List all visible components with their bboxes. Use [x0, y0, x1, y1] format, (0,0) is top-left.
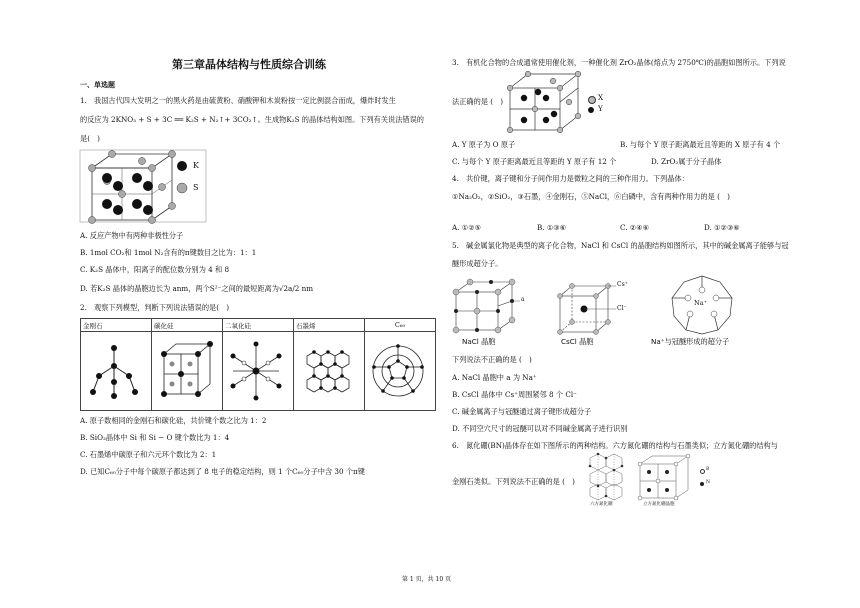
q3-option-c: C. 与每个 Y 原子距离最近且等距的 Y 原子有 12 个 [452, 157, 617, 166]
hex-bn-caption: 六方氮化硼 [590, 502, 613, 507]
q5-line2: 醚形成超分子。 [452, 259, 503, 268]
cubic-bn-caption: 立方氮化硼晶胞 [643, 502, 675, 507]
nacl-cell-figure [452, 278, 524, 334]
q5-option-a: A. NaCl 晶胞中 a 为 Na⁺ [452, 373, 537, 382]
c60-model-figure [365, 332, 436, 411]
cscl-cell-figure [556, 282, 620, 336]
q4-stem: 4. 共价键，离子键和分子间作用力是微粒之间的三种作用力。下列晶体： [452, 174, 689, 183]
q4-option-d: D. ①②③⑥ [704, 223, 740, 232]
cscl-label-cs: Cs⁺ [617, 281, 628, 288]
hex-bn-figure [582, 450, 628, 502]
q1-option-d: D. 若K₂S 晶体的晶胞边长为 anm，两个S²⁻之间的最短距离为√2a/2 nm [80, 284, 314, 293]
q4-option-a: A. ①②⑤ [452, 223, 482, 232]
q3-option-b: B. 与每个 Y 原子距离最近且等距的 X 原子有 4 个 [620, 140, 781, 149]
q3-option-d: D. ZrO₂属于分子晶体 [651, 157, 722, 166]
q4-items: ①Na₂O₂，②SiO₂，③石墨，④金刚石，⑤NaCl，⑥白磷中，含有两种作用力的是 ( ) [452, 192, 730, 201]
q3-option-a: A. Y 原子为 O 原子 [452, 140, 516, 149]
header-graphene: 石墨烯 [294, 319, 365, 332]
graphene-hexagons [294, 336, 360, 406]
q5-line1: 5. 碱金属氯化物是典型的离子化合物，NaCl 和 CsCl 的晶胞结构如图所示，其中的碱金属离子能够与冠 [452, 241, 789, 250]
sio2-model-figure [223, 332, 294, 411]
q1-option-c: C. K₂S 晶体中，阳离子的配位数分别为 4 和 8 [80, 265, 230, 274]
q2-option-b: B. SiO₂晶体中 Si 和 Si − O 键个数比为 1：4 [80, 433, 230, 442]
legend-b-dot [700, 469, 705, 474]
legend-k-label: K [193, 161, 199, 170]
legend-n-dot [700, 482, 704, 486]
q4-option-b: B. ①③⑥ [537, 223, 567, 232]
crown-label-na: Na⁺ [694, 299, 707, 307]
q2-option-c: C. 石墨烯中碳原子和六元环个数比为 2：1 [80, 450, 217, 459]
sic-model-figure [152, 332, 223, 411]
q6-line2: 金刚石类似。下列说法不正确的是 ( ) [452, 477, 575, 486]
crown-caption: Na⁺与冠醚形成的超分子 [651, 337, 730, 346]
page-title: 第三章晶体结构与性质综合训练 [172, 58, 326, 71]
q5-stem2: 下列说法不正确的是 ( ) [452, 355, 532, 364]
nacl-label-a: a [521, 296, 525, 303]
q2-option-d: D. 已知C₆₀分子中每个碳原子都达到了 8 电子的稳定结构，则 1 个C₆₀分子中含 30 个π键 [80, 467, 365, 476]
zro2-crystal-figure [504, 70, 586, 134]
q1-option-a: A. 反应产物中有两种非极性分子 [80, 231, 184, 240]
nacl-caption: NaCl 晶胞 [462, 337, 496, 346]
diamond-model-figure [81, 332, 152, 411]
legend-n-label: N [706, 480, 710, 485]
section-heading: 一、单选题 [80, 81, 115, 89]
cscl-caption: CsCl 晶胞 [561, 337, 594, 346]
q1-line2: 的反应为 2KNO₃ + S + 3C ══ K₂S + N₂↑+ 3CO₂↑。生成物K₂S 的晶体结构如图。下列有关说法错误的 [80, 115, 424, 124]
cscl-label-cl: Cl⁻ [617, 305, 627, 312]
legend-y-dot [588, 107, 594, 113]
q2-model-table [80, 318, 436, 411]
header-sio2: 二氧化硅 [223, 319, 294, 332]
header-diamond: 金刚石 [81, 319, 152, 332]
q1-option-b: B. 1mol CO₂和 1mol N₂含有的π键数目之比为：1：1 [80, 248, 257, 257]
q5-option-c: C. 碱金属离子与冠醚通过离子键形成超分子 [452, 407, 592, 416]
q6-line1: 6. 氮化硼(BN)晶体存在如下图所示的两种结构。六方氮化硼的结构与石墨类似；立方氮化硼的结构与 [452, 441, 778, 450]
header-c60: C₆₀ [365, 319, 436, 332]
q2-stem: 2. 观察下列模型，判断下列说法错误的是( ) [80, 303, 230, 312]
q3-line1: 3. 有机化合物的合成通常使用催化剂，一种催化剂 ZrO₂晶体(熔点为 2750℃)的晶胞如图所示。下列说 [452, 58, 786, 67]
q4-option-c: C. ②④⑥ [620, 223, 650, 232]
graphene-model-figure [294, 332, 365, 411]
legend-s-label: S [193, 183, 199, 192]
q5-option-b: B. CsCl 晶体中 Cs⁺周围紧邻 8 个 Cl⁻ [452, 390, 577, 399]
legend-x-dot [588, 96, 596, 104]
k2s-crystal-figure [78, 148, 208, 224]
header-sic: 碳化硅 [152, 319, 223, 332]
q2-option-a: A. 原子数相同的金刚石和碳化硅，共价键个数之比为 1：2 [80, 416, 267, 425]
q1-line3: 是( ) [80, 134, 100, 143]
q3-line2: 法正确的是 ( ) [452, 97, 504, 106]
cubic-bn-figure [636, 452, 692, 502]
q1-line1: 1. 我国古代四大发明之一的黑火药是由硫黄粉、硝酸钾和木炭粉按一定比例混合而成，爆炸时发生 [80, 96, 396, 105]
legend-b-label: B [706, 467, 710, 472]
legend-y-label: Y [598, 104, 603, 113]
q5-option-d: D. 不同空穴尺寸的冠醚可以对不同碱金属离子进行识别 [452, 424, 628, 433]
legend-x-label: X [598, 93, 604, 102]
page-footer: 第 1 页，共 10 页 [402, 576, 452, 583]
